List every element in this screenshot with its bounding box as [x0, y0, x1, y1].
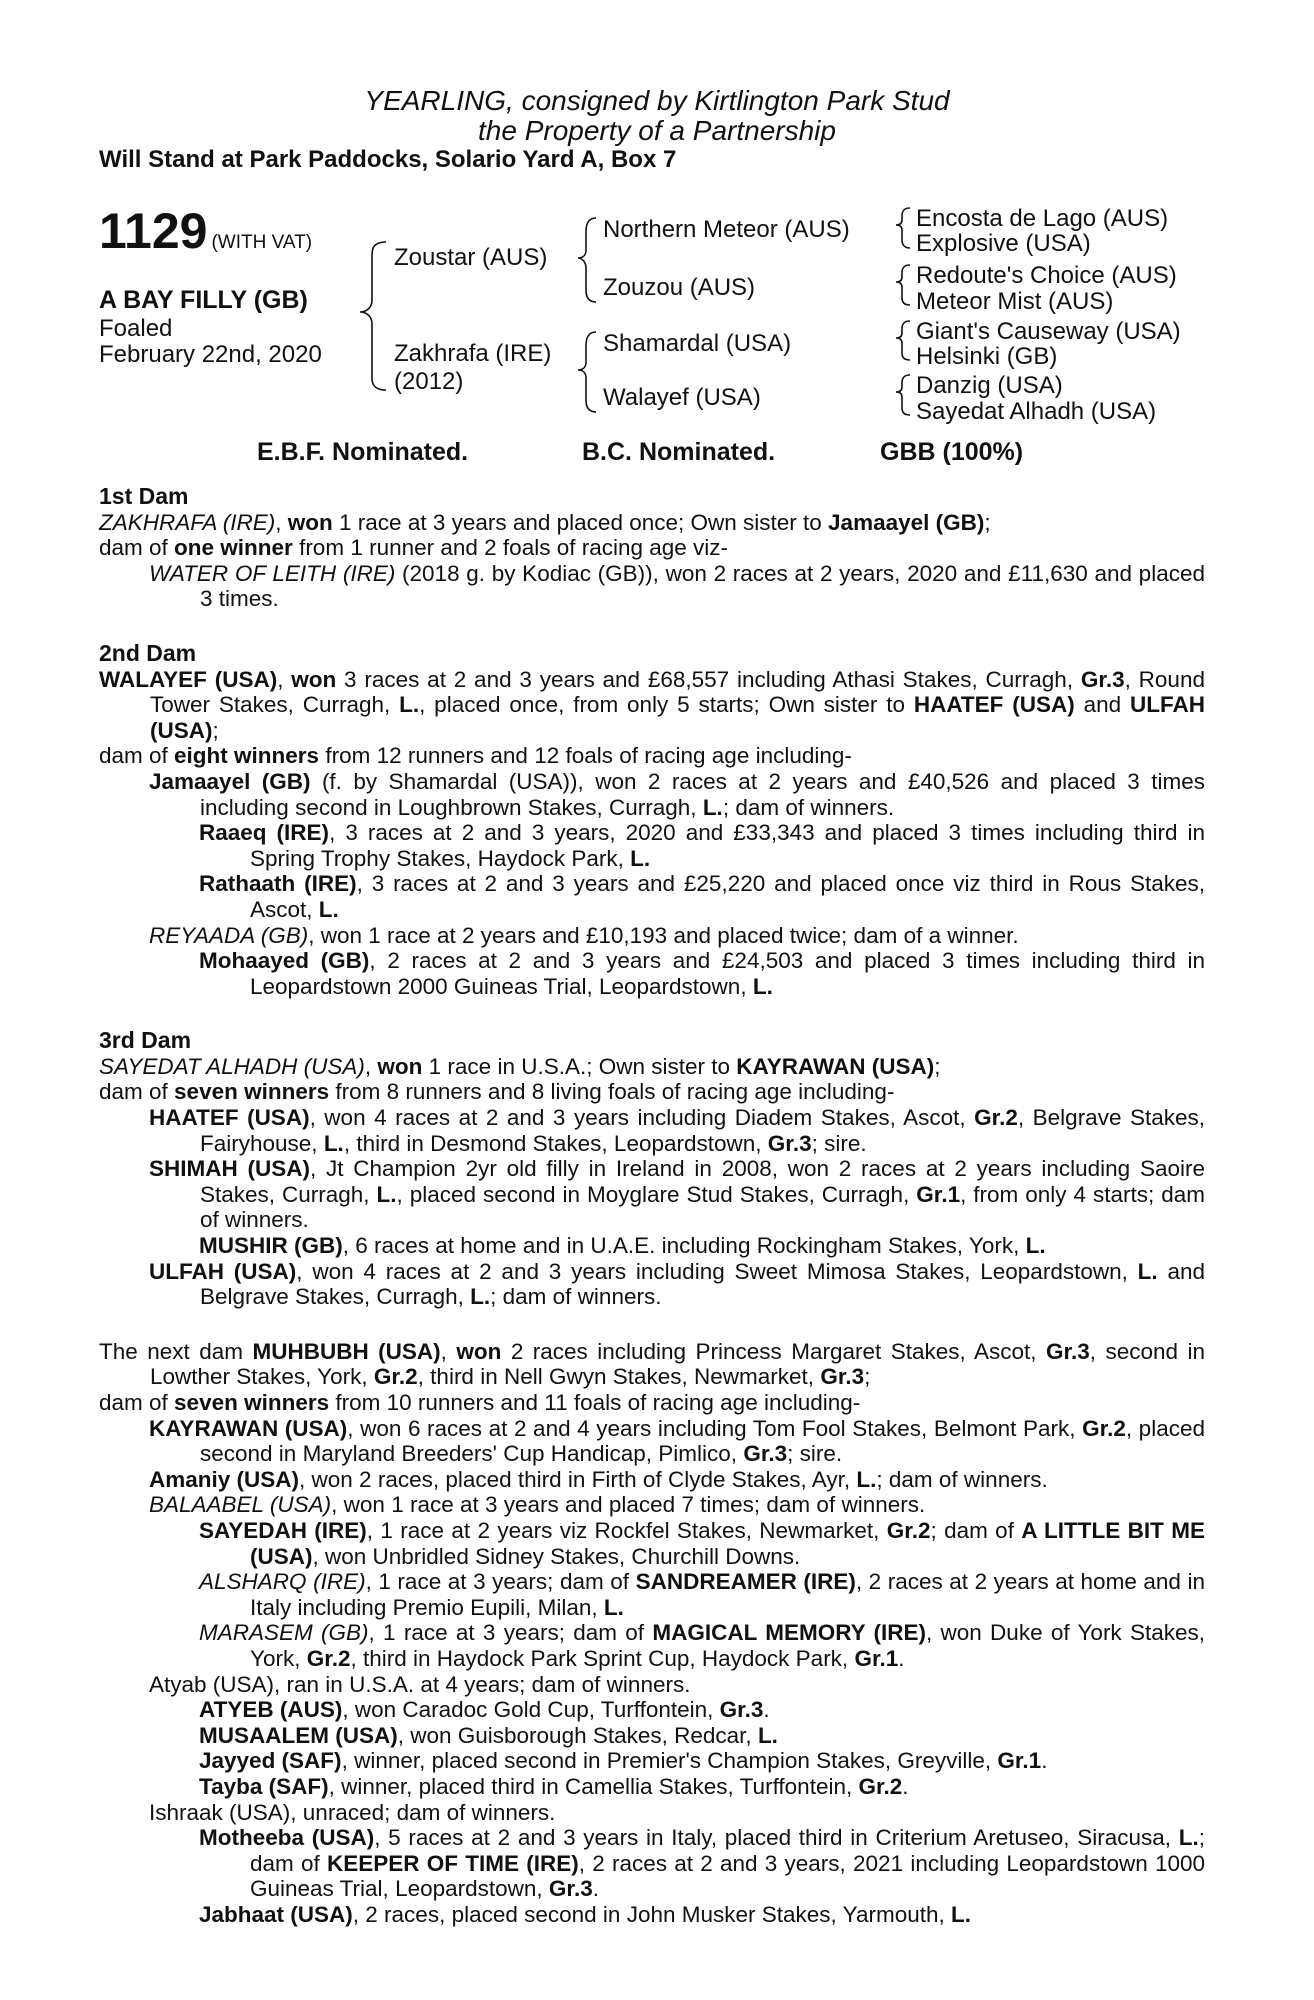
progeny-entry: REYAADA (GB), won 1 race at 2 years and £10,193 and placed twice; dam of a winner.: [149, 922, 1019, 948]
progeny-entry: KAYRAWAN (USA), won 6 races at 2 and 4 years including Tom Fool Stakes, Belmont Park, Gr.2, placed second in Maryland Breeders' Cup Handicap, Pimlico, Gr.3; sire.: [149, 1415, 1205, 1467]
progeny-entry: HAATEF (USA), won 4 races at 2 and 3 years including Diadem Stakes, Ascot, Gr.2, Belgrave Stakes, Fairyhouse, L., third in Desmond Stakes, Leopardstown, Gr.3; sire.: [149, 1105, 1205, 1156]
dam-dam: Walayef (USA): [603, 384, 761, 411]
progeny-entry: Jamaayel (GB) (f. by Shamardal (USA)), won 2 races at 2 years and £40,526 and placed 3 times including second in Loughbrown Stakes, Curragh, L.; dam of winners.: [149, 768, 1206, 820]
sire: Zoustar (AUS): [394, 244, 548, 271]
second-dam-paragraph: WALAYEF (USA), won 3 races at 2 and 3 years and £68,557 including Athasi Stakes, Curragh, Gr.3, Round Tower Stakes, Curragh, L., placed once, from only 5 starts; Own sister to HAATEF (USA) and ULFAH (USA);: [99, 666, 1205, 743]
progeny-entry: Jayyed (SAF), winner, placed second in Premier's Champion Stakes, Greyville, Gr.1.: [199, 1748, 1048, 1774]
next-dam-paragraph: The next dam MUHBUBH (USA), won 2 races including Princess Margaret Stakes, Ascot, Gr.3, second in Lowther Stakes, York, Gr.2, third in Nell Gwyn Stakes, Newmarket, Gr.3;: [99, 1338, 1205, 1390]
catalogue-body: [99, 484, 1205, 1927]
bc-nominated: B.C. Nominated.: [582, 438, 776, 466]
ebf-nominated: E.B.F. Nominated.: [257, 438, 469, 466]
progeny-entry: SAYEDAH (IRE), 1 race at 2 years viz Rockfel Stakes, Newmarket, Gr.2; dam of A LITTLE BIT ME (USA), won Unbridled Sidney Stakes, Churchill Downs.: [199, 1517, 1205, 1569]
progeny-entry: Raaeq (IRE), 3 races at 2 and 3 years, 2020 and £33,343 and placed 3 times including third in Spring Trophy Stakes, Haydock Park, L.: [199, 820, 1206, 871]
progeny-entry: MUSAALEM (USA), won Guisborough Stakes, Redcar, L.: [199, 1722, 778, 1748]
stand-location: Will Stand at Park Paddocks, Solario Yard A, Box 7: [99, 146, 677, 173]
progeny-entry: Tayba (SAF), winner, placed third in Camellia Stakes, Turffontein, Gr.2.: [199, 1773, 909, 1799]
bracket-dam: [578, 332, 596, 412]
progeny-entry: ALSHARQ (IRE), 1 race at 3 years; dam of SANDREAMER (IRE), 2 races at 2 years at home and in Italy including Premio Eupili, Milan, L.: [199, 1569, 1205, 1620]
bracket-g4: [896, 375, 910, 415]
lot-description: A BAY FILLY (GB): [99, 286, 308, 314]
first-dam-produce: dam of one winner from 1 runner and 2 foals of racing age viz-: [99, 535, 729, 561]
bracket-g1: [896, 208, 910, 248]
progeny-entry: WATER OF LEITH (IRE) (2018 g. by Kodiac (GB)), won 2 races at 2 years, 2020 and £11,630 and placed 3 times.: [149, 560, 1205, 612]
first-dam-heading: 1st Dam: [99, 483, 189, 509]
vat-note: (WITH VAT): [211, 232, 313, 253]
third-dam-produce: dam of seven winners from 8 runners and 8 living foals of racing age including-: [99, 1079, 895, 1105]
progeny-entry: SHIMAH (USA), Jt Champion 2yr old filly in Ireland in 2008, won 2 races at 2 years including Saoire Stakes, Curragh, L., placed second in Moyglare Stud Stakes, Curragh, Gr.1, from only 4 starts; dam of winners.: [149, 1156, 1205, 1233]
second-dam-heading: 2nd Dam: [99, 639, 197, 666]
gg-7: Danzig (USA): [916, 372, 1063, 399]
foaled-date: February 22nd, 2020: [99, 341, 322, 368]
bracket-g2: [896, 265, 910, 305]
pedigree-brackets: [0, 0, 1314, 440]
dam: Zakhrafa (IRE): [394, 340, 552, 367]
bracket-main: [360, 242, 386, 390]
sire-sire: Northern Meteor (AUS): [603, 216, 850, 243]
gg-3: Redoute's Choice (AUS): [916, 262, 1177, 289]
third-dam-paragraph: SAYEDAT ALHADH (USA), won 1 race in U.S.A.; Own sister to KAYRAWAN (USA);: [99, 1053, 941, 1079]
won-label: won: [287, 509, 333, 535]
dam-year: (2012): [394, 368, 464, 395]
foaled-label: Foaled: [99, 315, 173, 342]
first-dam-paragraph: ZAKHRAFA (IRE), won 1 race at 3 years and placed once; Own sister to Jamaayel (GB);: [99, 509, 991, 535]
progeny-entry: ATYEB (AUS), won Caradoc Gold Cup, Turffontein, Gr.3.: [199, 1697, 770, 1723]
gg-1: Encosta de Lago (AUS): [916, 205, 1169, 232]
progeny-entry: Amaniy (USA), won 2 races, placed third in Firth of Clyde Stakes, Ayr, L.; dam of winners.: [149, 1466, 1048, 1492]
gbb-percent: GBB (100%): [880, 438, 1024, 466]
bracket-g3: [896, 321, 910, 360]
consignor-line: YEARLING, consigned by Kirtlington Park Stud: [364, 85, 950, 116]
progeny-entry: MARASEM (GB), 1 race at 3 years; dam of MAGICAL MEMORY (IRE), won Duke of York Stakes, York, Gr.2, third in Haydock Park Sprint Cup, Haydock Park, Gr.1.: [199, 1620, 1205, 1671]
property-line: the Property of a Partnership: [478, 115, 836, 146]
gg-2: Explosive (USA): [916, 230, 1091, 257]
dam-sire: Shamardal (USA): [603, 330, 792, 357]
sire-dam: Zouzou (AUS): [603, 274, 756, 301]
gg-5: Giant's Causeway (USA): [916, 318, 1181, 345]
progeny-entry: BALAABEL (USA), won 1 race at 3 years and placed 7 times; dam of winners.: [149, 1492, 926, 1518]
progeny-entry: MUSHIR (GB), 6 races at home and in U.A.E. including Rockingham Stakes, York, L.: [199, 1233, 1046, 1259]
gg-4: Meteor Mist (AUS): [916, 288, 1114, 315]
progeny-entry: Mohaayed (GB), 2 races at 2 and 3 years and £24,503 and placed 3 times including third in Leopardstown 2000 Guineas Trial, Leopardstown, L.: [199, 948, 1205, 999]
progeny-entry: Atyab (USA), ran in U.S.A. at 4 years; dam of winners.: [149, 1671, 691, 1697]
progeny-entry: Ishraak (USA), unraced; dam of winners.: [149, 1799, 556, 1825]
second-dam-produce: dam of eight winners from 12 runners and 12 foals of racing age including-: [99, 743, 852, 769]
progeny-entry: Jabhaat (USA), 2 races, placed second in John Musker Stakes, Yarmouth, L.: [199, 1901, 972, 1927]
gg-8: Sayedat Alhadh (USA): [916, 398, 1157, 425]
next-dam-produce: dam of seven winners from 10 runners and 11 foals of racing age including-: [99, 1390, 861, 1415]
bracket-sire: [578, 218, 596, 302]
lot-number: 1129: [99, 203, 208, 259]
progeny-entry: Rathaath (IRE), 3 races at 2 and 3 years and £25,220 and placed once viz third in Rous Stakes, Ascot, L.: [199, 871, 1205, 922]
progeny-entry: ULFAH (USA), won 4 races at 2 and 3 years including Sweet Mimosa Stakes, Leopardstown, L. and Belgrave Stakes, Curragh, L.; dam of winners.: [149, 1258, 1205, 1310]
dam-name: ZAKHRAFA (IRE): [99, 509, 276, 535]
progeny-entry: Motheeba (USA), 5 races at 2 and 3 years in Italy, placed third in Criterium Aretuseo, Siracusa, L.; dam of KEEPER OF TIME (IRE), 2 races at 2 and 3 years, 2021 including Leopardstown 1000 Guineas Trial, Leopardstown, Gr.3.: [199, 1825, 1206, 1902]
sister-name: Jamaayel (GB): [828, 509, 985, 535]
gg-6: Helsinki (GB): [916, 343, 1058, 370]
third-dam-heading: 3rd Dam: [99, 1027, 192, 1054]
